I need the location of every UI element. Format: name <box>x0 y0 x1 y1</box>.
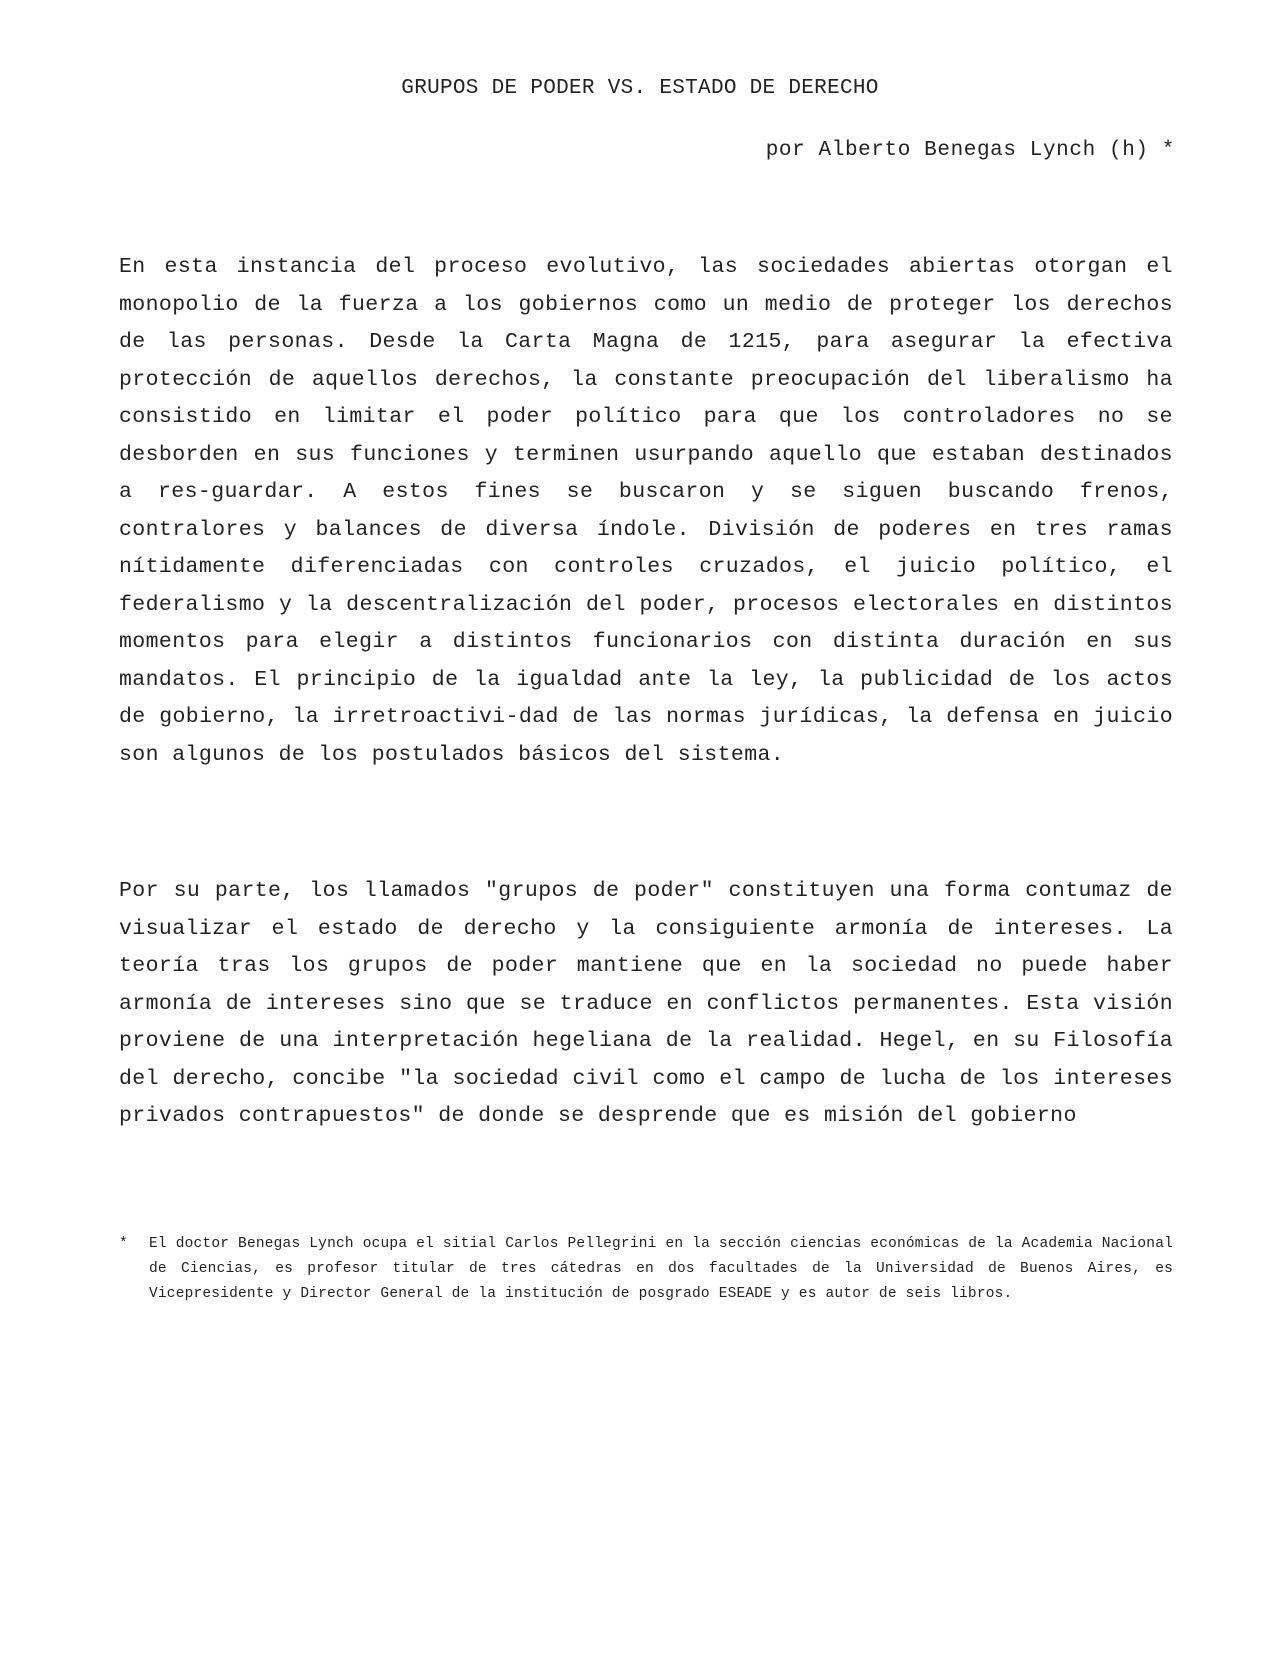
author-byline: por Alberto Benegas Lynch (h) * <box>765 139 1175 162</box>
paragraph: En esta instancia del proceso evolutivo, las sociedades abiertas otorgan el monopolio de la fuerza a los gobiernos como un medio de proteger los derechos de las personas. Desde la Carta Magna de 1215, para asegurar la efectiva protección de aquellos derechos, la constante preocupación del liberalismo ha consistido en limitar el poder político para que los controladores no se desborden en sus funciones y terminen usurpando aquello que estaban destinados a res-guardar. A estos fines se buscaron y se siguen buscando frenos, contralores y balances de diversa índole. División de poderes en tres ramas nítidamente diferenciadas con controles cruzados, el juicio político, el federalismo y la descentralización del poder, procesos electorales en distintos momentos para elegir a distintos funcionarios con distinta duración en sus mandatos. El principio de la igualdad ante la ley, la publicidad de los actos de gobierno, la irretroactivi-dad de las normas jurídicas, la defensa en juicio son algunos de los postulados básicos del sistema. <box>119 255 1173 767</box>
page-title: GRUPOS DE PODER VS. ESTADO DE DERECHO <box>401 77 879 100</box>
footnote-text: El doctor Benegas Lynch ocupa el sitial Carlos Pellegrini en la sección ciencias económicas de la Academia Nacional de Ciencias, es profesor titular de tres cátedras en dos facultades de la Universidad de Buenos Aires, es Vicepresidente y Director General de la institución de posgrado ESEADE y es autor de seis libros. <box>149 1236 1173 1302</box>
paragraph: Por su parte, los llamados "grupos de poder" constituyen una forma contumaz de visualizar el estado de derecho y la consiguiente armonía de intereses. La teoría tras los grupos de poder mantiene que en la sociedad no puede haber armonía de intereses sino que se traduce en conflictos permanentes. Esta visión proviene de una interpretación hegeliana de la realidad. Hegel, en su Filosofía del derecho, concibe "la sociedad civil como el campo de lucha de los intereses privados contrapuestos" de donde se desprende que es misión del gobierno <box>119 879 1173 1128</box>
footnote <box>119 1232 1173 1307</box>
footnote-marker: * <box>119 1236 128 1252</box>
